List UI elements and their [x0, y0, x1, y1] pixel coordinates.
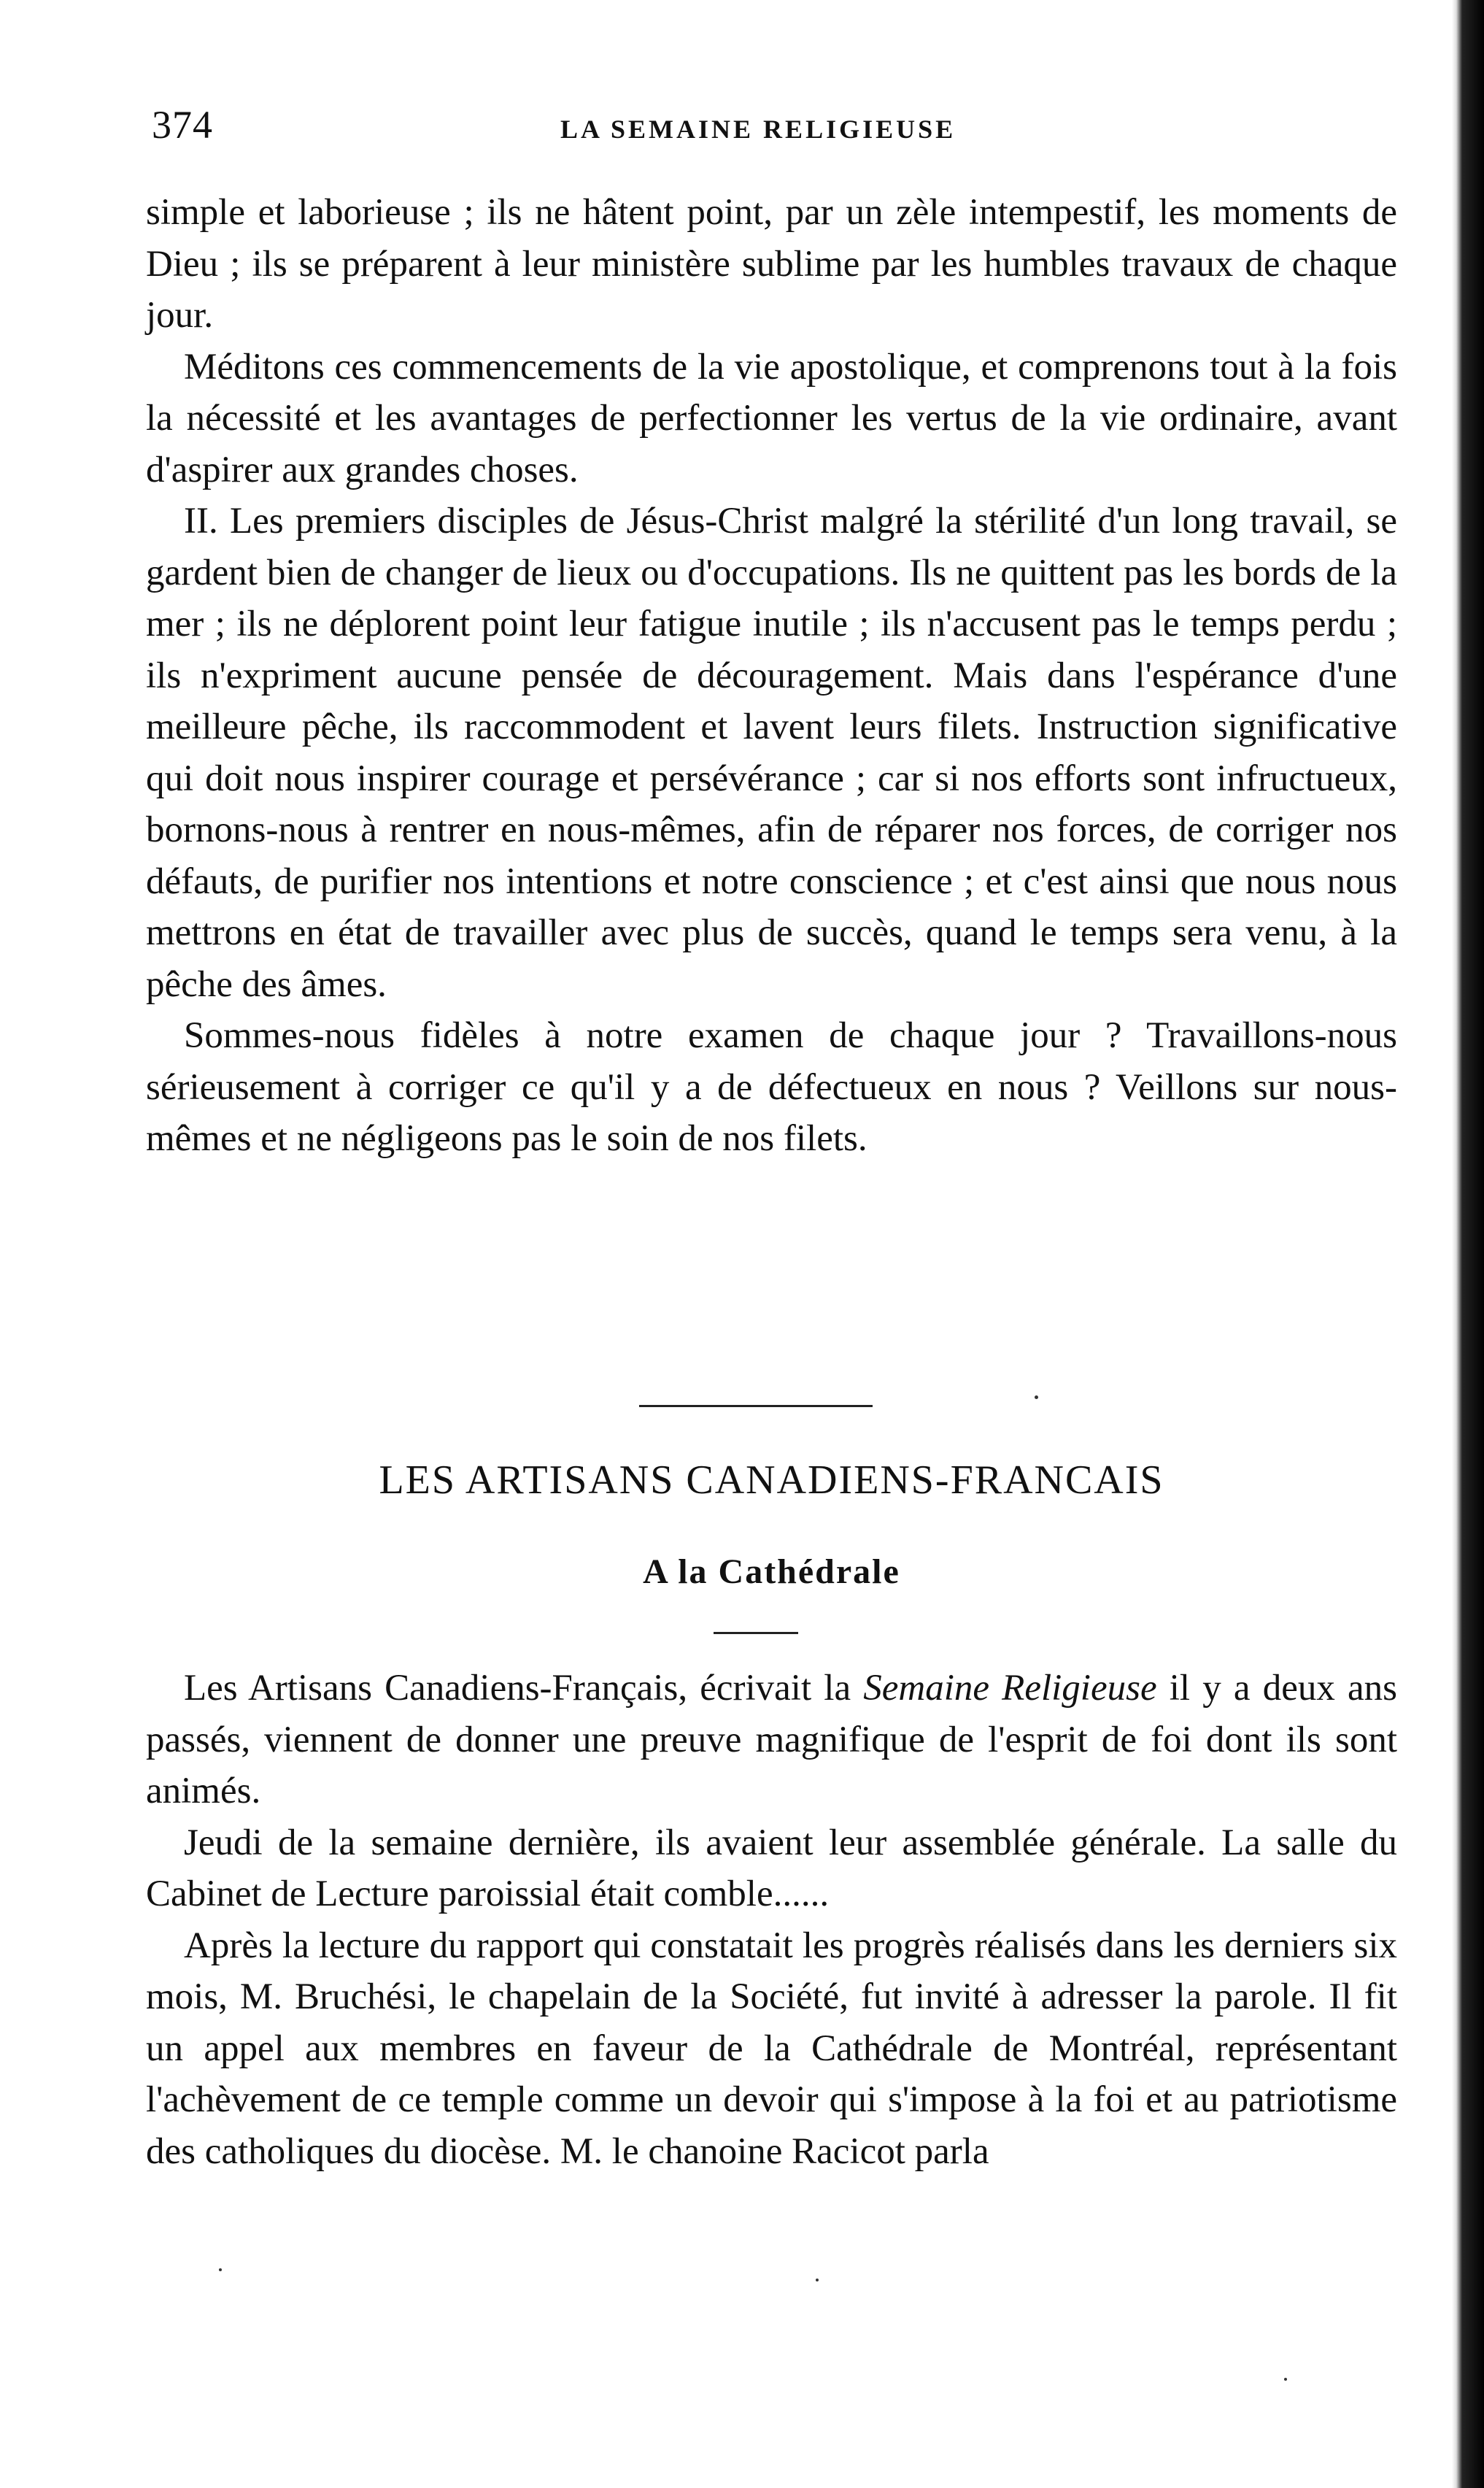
print-speck [1284, 2378, 1287, 2381]
paragraph: Jeudi de la semaine dernière, ils avaient leur assemblée générale. La salle du Cabinet de Lecture paroissial était comble...... [146, 1822, 1397, 1914]
print-speck [816, 2279, 819, 2281]
page-header [152, 102, 1392, 161]
paragraph: Méditons ces commencements de la vie apostolique, et comprenons tout à la fois la nécessité et les avantages de perfectionner les vertus de la vie ordinaire, avant d'aspirer aux grandes choses. [146, 346, 1397, 490]
paragraph: simple et laborieuse ; ils ne hâtent point, par un zèle intempestif, les moments de Dieu ; ils se préparent à leur ministère sublime par les humbles travaux de chaque jour. [146, 192, 1397, 336]
article-continuation [146, 187, 1397, 1165]
page-number: 374 [152, 103, 213, 147]
print-speck [219, 2268, 222, 2271]
section-divider [639, 1405, 873, 1407]
print-speck [1035, 1395, 1038, 1399]
paragraph-text: Les Artisans Canadiens-Français, écrivait la [184, 1668, 864, 1709]
paragraph [146, 1663, 1397, 1817]
paragraph: Après la lecture du rapport qui constatait les progrès réalisés dans les derniers six mois, M. Bruchési, le chapelain de la Société, fut invité à adresser la parole. Il fit un appel aux membres en faveur de la Cathédrale de Montréal, représentant l'achèvement de ce temple comme un devoir qui s'impose à la foi et au patriotisme des catholiques du diocèse. M. le chanoine Racicot parla [146, 1925, 1397, 2172]
publication-title: Semaine Religieuse [863, 1668, 1157, 1709]
paragraph: Sommes-nous fidèles à notre examen de chaque jour ? Travaillons-nous sérieusement à corriger ce qu'il y a de défectueux en nous ? Veillons sur nous-mêmes et ne négligeons pas le soin de nos filets. [146, 1015, 1397, 1159]
paragraph: II. Les premiers disciples de Jésus-Christ malgré la stérilité d'un long travail, se gardent bien de changer de lieux ou d'occupations. Ils ne quittent pas les bords de la mer ; ils ne déplorent point leur fatigue inutile ; ils n'accusent pas le temps perdu ; ils n'expriment aucune pensée de découragement. Mais dans l'espérance d'une meilleure pêche, ils raccommodent et lavent leurs filets. Instruction significative qui doit nous inspirer courage et persévérance ; car si nos efforts sont infructueux, bornons-nous à rentrer en nous-mêmes, afin de réparer nos forces, de corriger nos défauts, de purifier nos intentions et notre conscience ; et c'est ainsi que nous nous mettrons en état de travailler avec plus de succès, quand le temps sera venu, à la pêche des âmes. [146, 501, 1397, 1005]
subtitle-divider [714, 1632, 798, 1634]
page-binding-edge [1452, 0, 1484, 2488]
running-head: LA SEMAINE RELIGIEUSE [560, 115, 957, 144]
section-title: LES ARTISANS CANADIENS-FRANCAIS [379, 1457, 1164, 1503]
paragraph-text: il y a deux ans passés, viennent de donner une preuve magnifique de l'esprit de foi dont ils sont animés. [146, 1668, 1397, 1811]
article-body [146, 1663, 1397, 2177]
section-subtitle: A la Cathédrale [643, 1552, 900, 1591]
